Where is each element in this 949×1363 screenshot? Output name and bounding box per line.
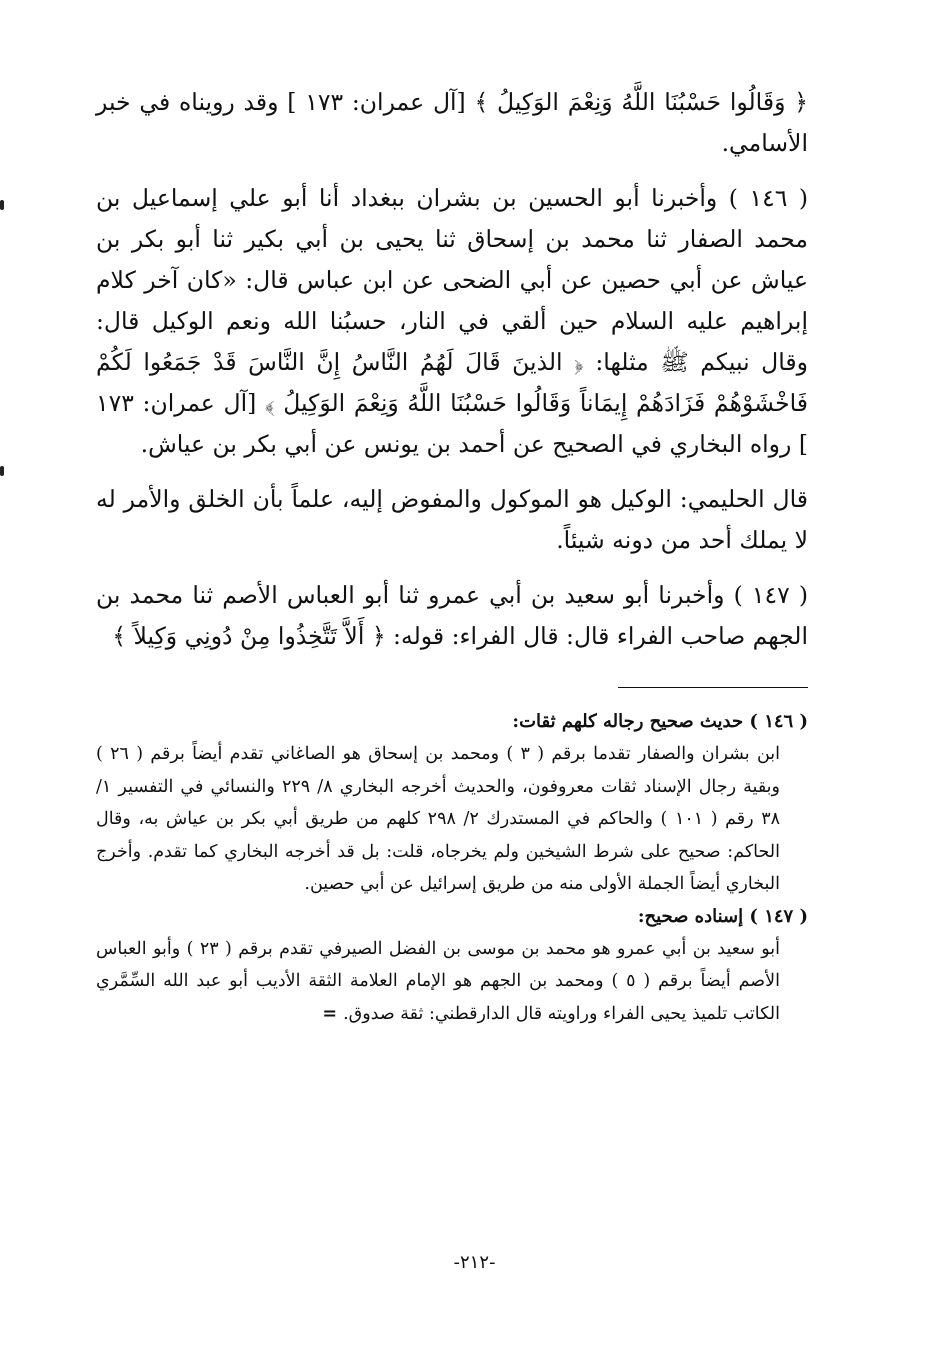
main-text <box>96 82 808 657</box>
footnote-body-146: ابن بشران والصفار تقدما برقم ( ٣ ) ومحمد بن إسحاق هو الصاغاني تقدم أيضاً برقم ( ٢٦ ) وبقية رجال الإسناد ثقات معروفون، والحديث أخرجه البخاري ٨/ ٢٢٩ والنسائي في التفسير ١/ ٣٨ رقم ( ١٠١ ) والحاكم في المستدرك ٢/ ٢٩٨ كلهم من طريق أبي بكر بن عياش به، وقال الحاكم: صحيح على شرط الشيخين ولم يخرجاه، قلت: بل قد أخرجه البخاري كما تقدم. وأخرج البخاري أيضاً الجملة الأولى منه من طريق إسرائيل عن أبي حصين. <box>96 744 780 894</box>
page <box>96 82 808 1030</box>
paragraph-hadith-147: ( ١٤٧ ) وأخبرنا أبو سعيد بن أبي عمرو ثنا أبو العباس الأصم ثنا محمد بن الجهم صاحب الفراء قال: قال الفراء: قوله: ﴿ أَلاَّ تَتَّخِذُوا مِنْ دُونِي وَكِيلاً ﴾ <box>96 581 808 650</box>
paragraph-verse-intro: ﴿ وَقَالُوا حَسْبُنَا اللَّهُ وَنِعْمَ الوَكِيلُ ﴾ [آل عمران: ١٧٣ ] وقد رويناه في خبر الأسامي. <box>96 88 808 157</box>
footnote-body-147-text: أبو سعيد بن أبي عمرو هو محمد بن موسى بن الفضل الصيرفي تقدم برقم ( ٢٣ ) وأبو العباس الأصم أيضاً برقم ( ٥ ) ومحمد بن الجهم هو الإمام العلامة الثقة الأديب أبو عبد الله السِّمَّري الكاتب تلميذ يحيى الفراء وراويته قال الدارقطني: ثقة صدوق. <box>96 938 780 1024</box>
footnote-heading-146: ( ١٤٦ ) حديث صحيح رجاله كلهم ثقات: <box>512 711 808 732</box>
page-number: -٢١٢- <box>453 1252 496 1273</box>
margin-mark-middle <box>0 466 4 476</box>
footnotes <box>96 706 808 1030</box>
paragraph-halimi-commentary: قال الحليمي: الوكيل هو الموكول والمفوض إليه، علماً بأن الخلق والأمر له لا يملك أحد من دونه شيئاً. <box>96 485 808 554</box>
footnote-divider <box>618 687 808 688</box>
margin-mark-top <box>0 200 4 210</box>
footnote-heading-147: ( ١٤٧ ) إسناده صحيح: <box>637 905 808 927</box>
paragraph-hadith-146: ( ١٤٦ ) وأخبرنا أبو الحسين بن بشران ببغداد أنا أبو علي إسماعيل بن محمد الصفار ثنا محمد بن إسحاق ثنا يحيى بن أبي بكير ثنا أبو بكر بن عياش عن أبي حصين عن أبي الضحى عن ابن عباس قال: «كان آخر كلام إبراهيم عليه السلام حين ألقي في النار، حسبُنا الله ونعم الوكيل قال: وقال نبيكم ﷺ مثلها: ﴿ الذينَ قَالَ لَهُمُ النَّاسُ إِنَّ النَّاسَ قَدْ جَمَعُوا لَكُمْ فَاخْشَوْهُمْ فَزَادَهُمْ إِيمَاناً وَقَالُوا حَسْبُنَا اللَّهُ وَنِعْمَ الوَكِيلُ ﴾ [آل عمران: ١٧٣ ] رواه البخاري في الصحيح عن أحمد بن يونس عن أبي بكر بن عياش. <box>96 184 808 458</box>
footnote-body-147 <box>96 933 780 1031</box>
continuation-mark: = <box>322 1003 338 1024</box>
